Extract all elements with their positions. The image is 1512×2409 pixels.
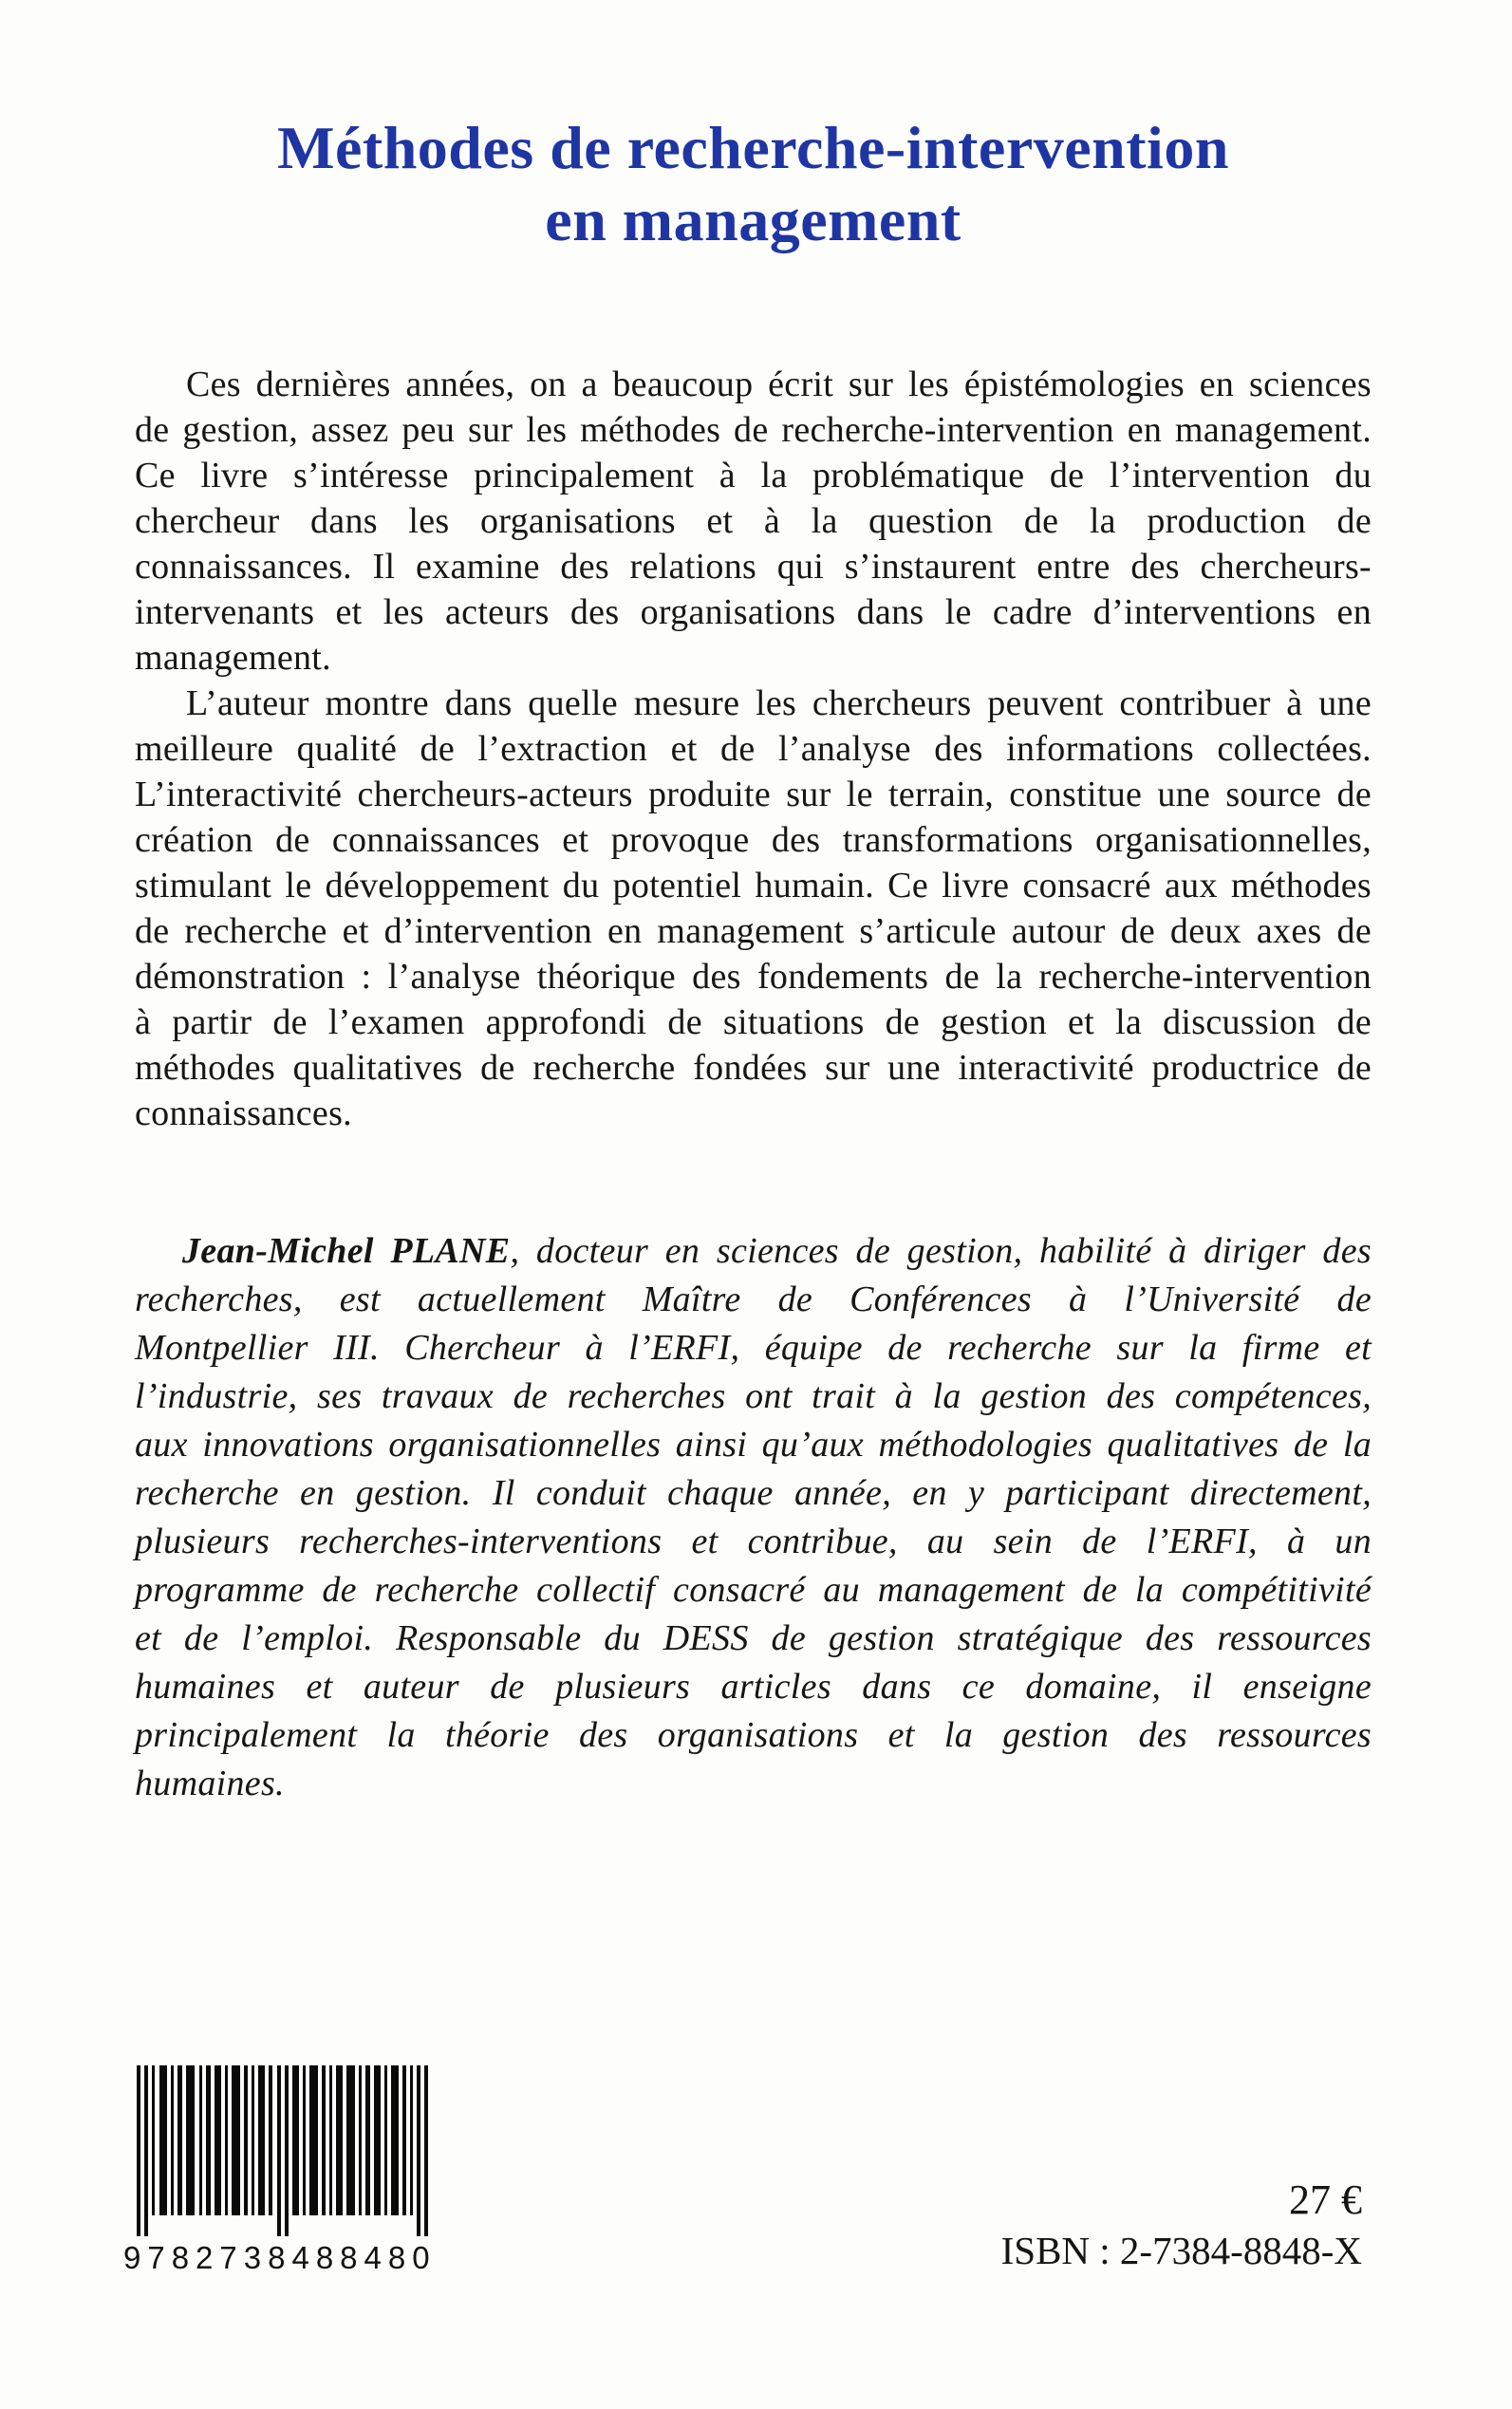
- synopsis-paragraph-2: L’auteur montre dans quelle mesure les chercheurs peuvent contribuer à une meilleure qualité de l’extraction et de l’analyse des informations collectées. L’interactivité chercheurs-acteurs produite sur le terrain, constitue une source de création de connaissances et provoque des transformations organisationnelles, stimulant le développement du potentiel humain. Ce livre consacré aux méthodes de recherche et d’intervention en management s’articule autour de deux axes de démonstration : l’analyse théorique des fondements de la recherche-intervention à partir de l’examen approfondi de situations de gestion et la discussion de méthodes qualitatives de recherche fondées sur une interactivité productrice de connaissances.: [135, 683, 1372, 1134]
- book-title: [135, 112, 1372, 255]
- author-name: Jean-Michel PLANE: [182, 1231, 511, 1272]
- synopsis: [135, 362, 1372, 1136]
- author-bio-paragraph: [135, 1227, 1372, 1808]
- book-title-line1: Méthodes de recherche-intervention: [277, 114, 1229, 181]
- isbn: ISBN : 2-7384-8848-X: [1000, 2228, 1362, 2272]
- author-bio-text: , docteur en sciences de gestion, habilité à diriger des recherches, est actuellement Maître de Conférences à l’Université de Montpellier III. Chercheur à l’ERFI, équipe de recherche sur la firme et l’industrie, ses travaux de recherches ont trait à la gestion des compétences, aux innovations organisationnelles ainsi qu’aux méthodologies qualitatives de la recherche en gestion. Il conduit chaque année, en y participant directement, plusieurs recherches-interventions et contribue, au sein de l’ERFI, à un programme de recherche collectif consacré au management de la compétitivité et de l’emploi. Responsable du DESS de gestion stratégique des ressources humaines et auteur de plusieurs articles dans ce domaine, il enseigne principalement la théorie des organisations et la gestion des ressources humaines.: [135, 1231, 1372, 1804]
- pricing-block: [1001, 2174, 1362, 2276]
- barcode-bars-icon: [123, 2065, 442, 2238]
- price: 27 €: [1289, 2176, 1362, 2223]
- footer: [123, 2065, 1362, 2276]
- barcode-digits: 9782738488480: [123, 2240, 437, 2275]
- barcode: [123, 2065, 442, 2276]
- synopsis-paragraph-1: Ces dernières années, on a beaucoup écrit sur les épistémologies en sciences de gestion, assez peu sur les méthodes de recherche-intervention en management. Ce livre s’intéresse principalement à la problématique de l’intervention du chercheur dans les organisations et à la question de la production de connaissances. Il examine des relations qui s’instaurent entre des chercheurs-intervenants et les acteurs des organisations dans le cadre d’interventions en management.: [135, 364, 1372, 679]
- book-title-line2: en management: [545, 185, 961, 253]
